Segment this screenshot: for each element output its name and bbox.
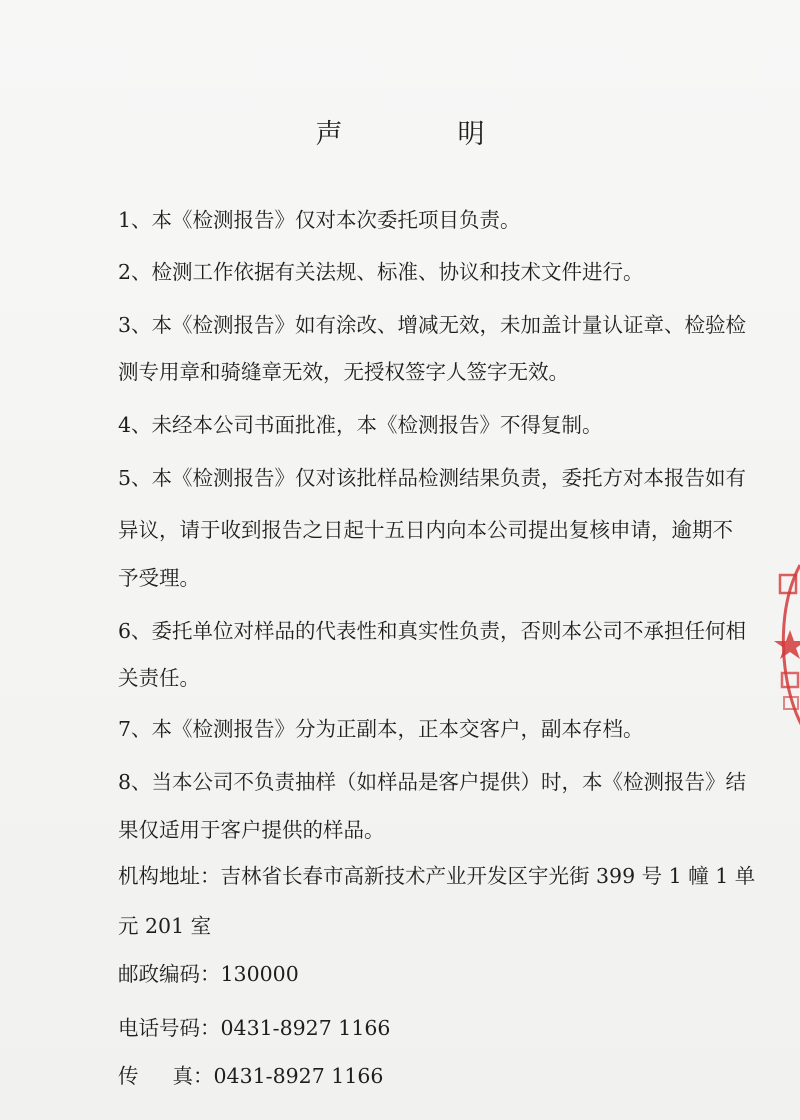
clause-8-line-1: 8、当本公司不负责抽样（如样品是客户提供）时，本《检测报告》结	[118, 770, 747, 794]
red-seal-fragment	[770, 555, 800, 735]
page-title: 声 明	[315, 119, 529, 150]
clause-3-line-2: 测专用章和骑缝章无效，无授权签字人签字无效。	[118, 360, 569, 384]
clause-5-line-1: 5、本《检测报告》仅对该批样品检测结果负责，委托方对本报告如有	[118, 466, 747, 490]
fax-label: 传	[118, 1064, 173, 1088]
clause-6-line-2: 关责任。	[118, 666, 200, 690]
fax-value: 真：0431-8927 1166	[172, 1064, 384, 1088]
clause-6-line-1: 6、委托单位对样品的代表性和真实性负责，否则本公司不承担任何相	[118, 619, 747, 643]
clause-7: 7、本《检测报告》分为正副本，正本交客户，副本存档。	[118, 717, 644, 741]
seal-icon	[770, 555, 800, 735]
clause-3-line-1: 3、本《检测报告》如有涂改、增减无效，未加盖计量认证章、检验检	[118, 313, 747, 337]
clause-5-line-2: 异议，请于收到报告之日起十五日内向本公司提出复核申请，逾期不	[118, 518, 733, 542]
clause-8-line-2: 果仅适用于客户提供的样品。	[118, 818, 385, 842]
clause-4: 4、未经本公司书面批准，本《检测报告》不得复制。	[118, 413, 603, 437]
postcode-line: 邮政编码：130000	[118, 962, 299, 986]
clause-5-line-3: 予受理。	[118, 566, 200, 590]
fax-line	[118, 1064, 383, 1088]
address-line-1: 机构地址：吉林省长春市高新技术产业开发区宇光街 399 号 1 幢 1 单	[118, 864, 756, 888]
clause-1: 1、本《检测报告》仅对本次委托项目负责。	[118, 208, 521, 232]
address-line-2: 元 201 室	[118, 914, 212, 938]
clause-2: 2、检测工作依据有关法规、标准、协议和技术文件进行。	[118, 260, 644, 284]
phone-line: 电话号码：0431-8927 1166	[118, 1016, 391, 1040]
